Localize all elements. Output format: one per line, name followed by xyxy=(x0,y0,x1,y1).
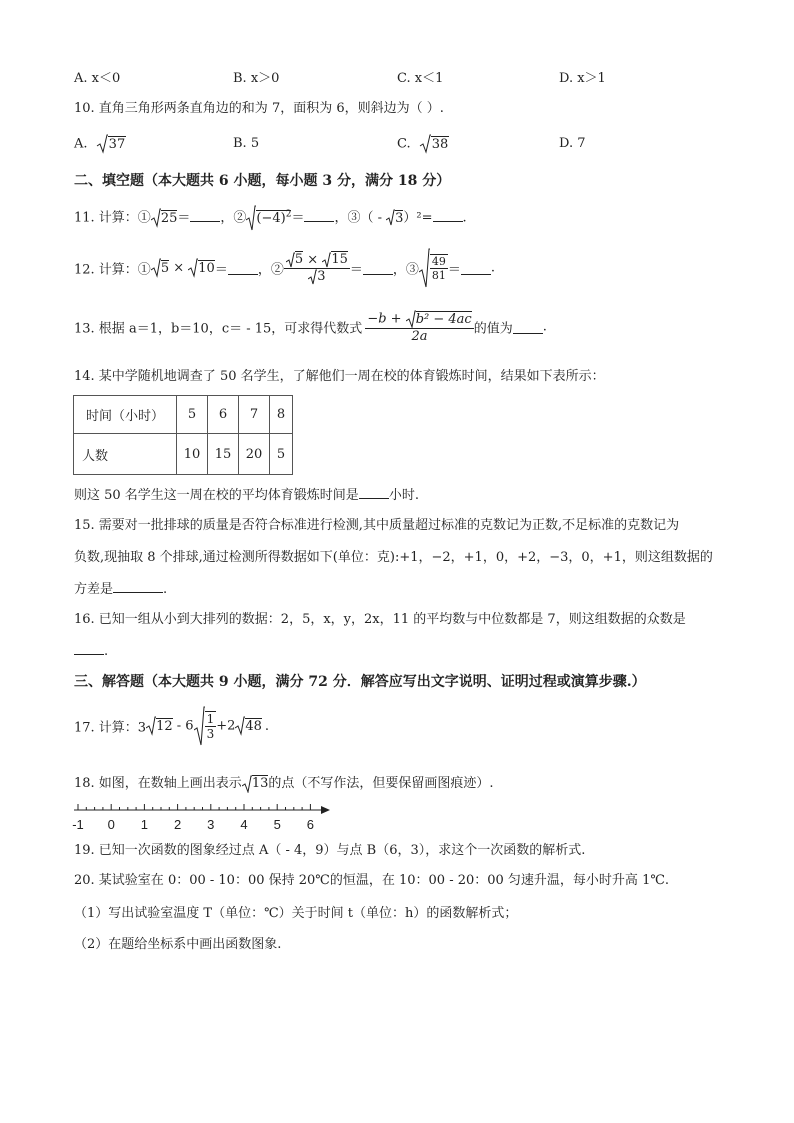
sqrt-sign-icon xyxy=(246,205,256,231)
q11-prefix: 11. 计算：① xyxy=(74,210,151,226)
q17-mid-2: +2 xyxy=(216,718,236,734)
sqrt-sign-icon xyxy=(151,208,161,228)
q14-after xyxy=(74,486,419,505)
table-cell: 5 xyxy=(270,434,293,475)
q11-mid-1: ，② xyxy=(220,210,247,226)
q17-f-den: 3 xyxy=(206,727,215,741)
q15-line-3: 方差是 . xyxy=(74,582,168,597)
q12-fraction-3 xyxy=(430,254,448,282)
sqrt-sign-icon xyxy=(286,252,295,268)
section-3-heading: 三、解答题（本大题共 9 小题，满分 72 分．解答应写出文字说明、证明过程或演算步骤.） xyxy=(74,674,646,690)
table-cell: 10 xyxy=(177,434,208,475)
sqrt-sign-icon xyxy=(242,775,252,793)
sqrt-sign-icon xyxy=(194,706,205,746)
q15-line-2: 负数,现抽取 8 个排球,通过检测所得数据如下(单位：克):+1，−2，+1，0，+2，−3，0，+1，则这组数据的 xyxy=(74,550,713,565)
q10-option-c xyxy=(397,134,449,154)
q10-option-a-radicand: 37 xyxy=(108,136,126,152)
q10-option-d: D. 7 xyxy=(559,136,586,151)
table-cell: 7 xyxy=(239,396,270,434)
q9-option-d: D. x＞1 xyxy=(559,71,606,86)
sqrt-sign-icon xyxy=(96,134,108,154)
q14-table xyxy=(73,395,293,475)
q17-f-num: 1 xyxy=(206,712,215,726)
sqrt-sign-icon xyxy=(308,269,317,285)
arrow-right-icon xyxy=(321,806,330,814)
q18-suffix: 的点（不写作法，但要保留画图痕迹）. xyxy=(268,776,494,791)
q9-option-b: B. x＞0 xyxy=(233,71,280,86)
q18 xyxy=(74,772,494,793)
table-cell: 5 xyxy=(177,396,208,434)
q10-stem: 10. 直角三角形两条直角边的和为 7，面积为 6，则斜边为（ ）. xyxy=(74,101,444,116)
q13-numer-prefix: −b + xyxy=(367,311,406,327)
q12-num-b: 15 xyxy=(331,252,348,267)
q12-f-den: 81 xyxy=(431,269,446,282)
q12-mid-1: ，② xyxy=(257,262,284,278)
q16-line-2-end: . xyxy=(104,644,109,659)
answer-blank xyxy=(513,321,543,334)
q13-text: 13. 根据 a＝1，b＝10，c＝ - 15，可求得代数式 xyxy=(74,321,363,337)
q10-option-a-label: A. xyxy=(74,136,88,152)
q14-stem: 14. 某中学随机地调查了 50 名学生，了解他们一周在校的体育锻炼时间，结果如下表所示： xyxy=(74,369,605,384)
q20-line-1: 20. 某试验室在 0：00 - 10：00 保持 20℃的恒温，在 10：00 - 20：00 匀速升温，每小时升高 1℃. xyxy=(74,873,670,888)
q11-end: ）²= xyxy=(403,210,433,226)
section-2-heading: 二、填空题（本大题共 6 小题，每小题 3 分，满分 18 分） xyxy=(74,173,451,189)
q16-line-1: 16. 已知一组从小到大排列的数据：2，5，x，y，2x，11 的平均数与中位数都是 7，则这组数据的众数是 xyxy=(74,612,686,627)
q11-radicand-2: (−4) xyxy=(256,210,286,226)
q13-fraction xyxy=(365,310,473,344)
q12-den: 3 xyxy=(317,269,326,284)
q17-fraction xyxy=(205,711,217,741)
answer-blank xyxy=(113,580,163,593)
q17-end: . xyxy=(264,718,270,734)
q11-radicand-3: 3 xyxy=(395,210,404,226)
q14-after-text: 则这 50 名学生这一周在校的平均体育锻炼时间是 xyxy=(74,488,359,503)
q9-option-a: A. x＜0 xyxy=(74,71,121,86)
q12-prefix: 12. 计算：① xyxy=(74,262,151,278)
q17-radicand-2: 48 xyxy=(245,718,262,734)
tick-label: 5 xyxy=(273,817,281,832)
q15-line-3-text: 方差是 xyxy=(74,582,114,597)
q18-prefix: 18. 如图，在数轴上画出表示 xyxy=(74,776,242,791)
q13-numer-radicand: b² − 4ac xyxy=(415,311,472,327)
tick-label: 6 xyxy=(306,817,315,832)
answer-blank xyxy=(304,209,334,222)
q17-prefix: 17. 计算：3 xyxy=(74,720,147,736)
q11-radicand-2-wrap: $(-4)^2$ xyxy=(256,209,292,226)
answer-blank xyxy=(74,642,104,655)
q17-mid-1: - 6 xyxy=(172,718,194,734)
q11-mid-2: ，③（ - xyxy=(334,210,387,226)
sqrt-sign-icon xyxy=(386,209,395,227)
sqrt-sign-icon xyxy=(322,252,331,268)
sqrt-sign-icon xyxy=(188,258,198,278)
number-line xyxy=(66,800,336,834)
q10-option-c-radicand: 38 xyxy=(431,136,449,152)
q11: 11. 计算：① 25＝ ，② $(-4)^2=$ ，③（ - 3）²= . xyxy=(74,205,467,231)
q18-radicand: 13 xyxy=(251,776,269,791)
sqrt-sign-icon xyxy=(419,134,431,154)
q14-after-end: 小时. xyxy=(388,488,419,503)
q20-line-2: （1）写出试验室温度 T（单位：℃）关于时间 t（单位：h）的函数解析式； xyxy=(74,906,518,921)
table-cell: 8 xyxy=(270,396,293,434)
q12-num-a: 5 xyxy=(294,252,304,267)
sqrt-sign-icon xyxy=(235,716,245,736)
q16-line-2 xyxy=(74,642,108,661)
answer-blank xyxy=(228,262,258,275)
q13-denominator: 2a xyxy=(411,329,428,344)
q20-line-3: （2）在题给坐标系中画出函数图象. xyxy=(74,937,282,952)
answer-blank xyxy=(461,262,491,275)
table-header-cell: 时间（小时） xyxy=(74,396,177,434)
sqrt-sign-icon xyxy=(419,248,430,288)
q12: 12. 计算：① 5 × 10＝ ，② $\frac{5 \times 15}{3}$ ＝ ，③ $\frac{49}{81}$ ＝ . xyxy=(74,248,495,288)
q17 xyxy=(74,706,269,746)
q15-line-1: 15. 需要对一批排球的质量是否符合标准进行检测,其中质量超过标准的克数记为正数,不足标准的克数记为 xyxy=(74,518,680,533)
answer-blank xyxy=(190,209,220,222)
table-cell: 15 xyxy=(208,434,239,475)
q11-radicand-1: 25 xyxy=(160,210,178,226)
table-cell: 6 xyxy=(208,396,239,434)
q10-option-a xyxy=(74,134,126,154)
table-header-cell: 人数 xyxy=(74,434,177,475)
q9-option-c: C. x＜1 xyxy=(397,71,444,86)
tick-label: -1 xyxy=(72,817,84,832)
sqrt-sign-icon xyxy=(406,310,416,328)
q12-times: × xyxy=(173,260,185,276)
q12-f-num: 49 xyxy=(431,255,446,268)
table-cell: 20 xyxy=(239,434,270,475)
q12-fraction-2: $\frac{5 \times 15}{3}$ xyxy=(284,252,350,285)
q13: 13. 根据 a＝1，b＝10，c＝ - 15，可求得代数式 $\frac{\text{−b + b² − 4ac}}{2a}$ 的值为 . xyxy=(74,311,547,344)
tick-label: 3 xyxy=(207,817,215,832)
sqrt-sign-icon xyxy=(151,258,161,278)
q10-option-c-label: C. xyxy=(397,136,411,152)
q12-radicand-2: 10 xyxy=(198,260,215,276)
answer-blank xyxy=(433,209,463,222)
q10-option-b: B. 5 xyxy=(233,136,260,151)
tick-label: 4 xyxy=(240,817,248,832)
q12-mid-2: ，③ xyxy=(392,262,419,278)
tick-label: 0 xyxy=(107,817,115,832)
q17-radicand-1: 12 xyxy=(156,718,173,734)
q12-radicand-1: 5 xyxy=(160,260,170,276)
tick-label: 2 xyxy=(173,817,182,832)
answer-blank xyxy=(363,262,393,275)
sqrt-sign-icon xyxy=(146,716,156,736)
q13-suffix: 的值为 xyxy=(473,321,513,337)
tick-label: 1 xyxy=(140,817,149,832)
answer-blank xyxy=(359,486,389,499)
q19: 19. 已知一次函数的图象经过点 A（ - 4，9）与点 B（6，3），求这个一次函数的解析式. xyxy=(74,843,586,858)
